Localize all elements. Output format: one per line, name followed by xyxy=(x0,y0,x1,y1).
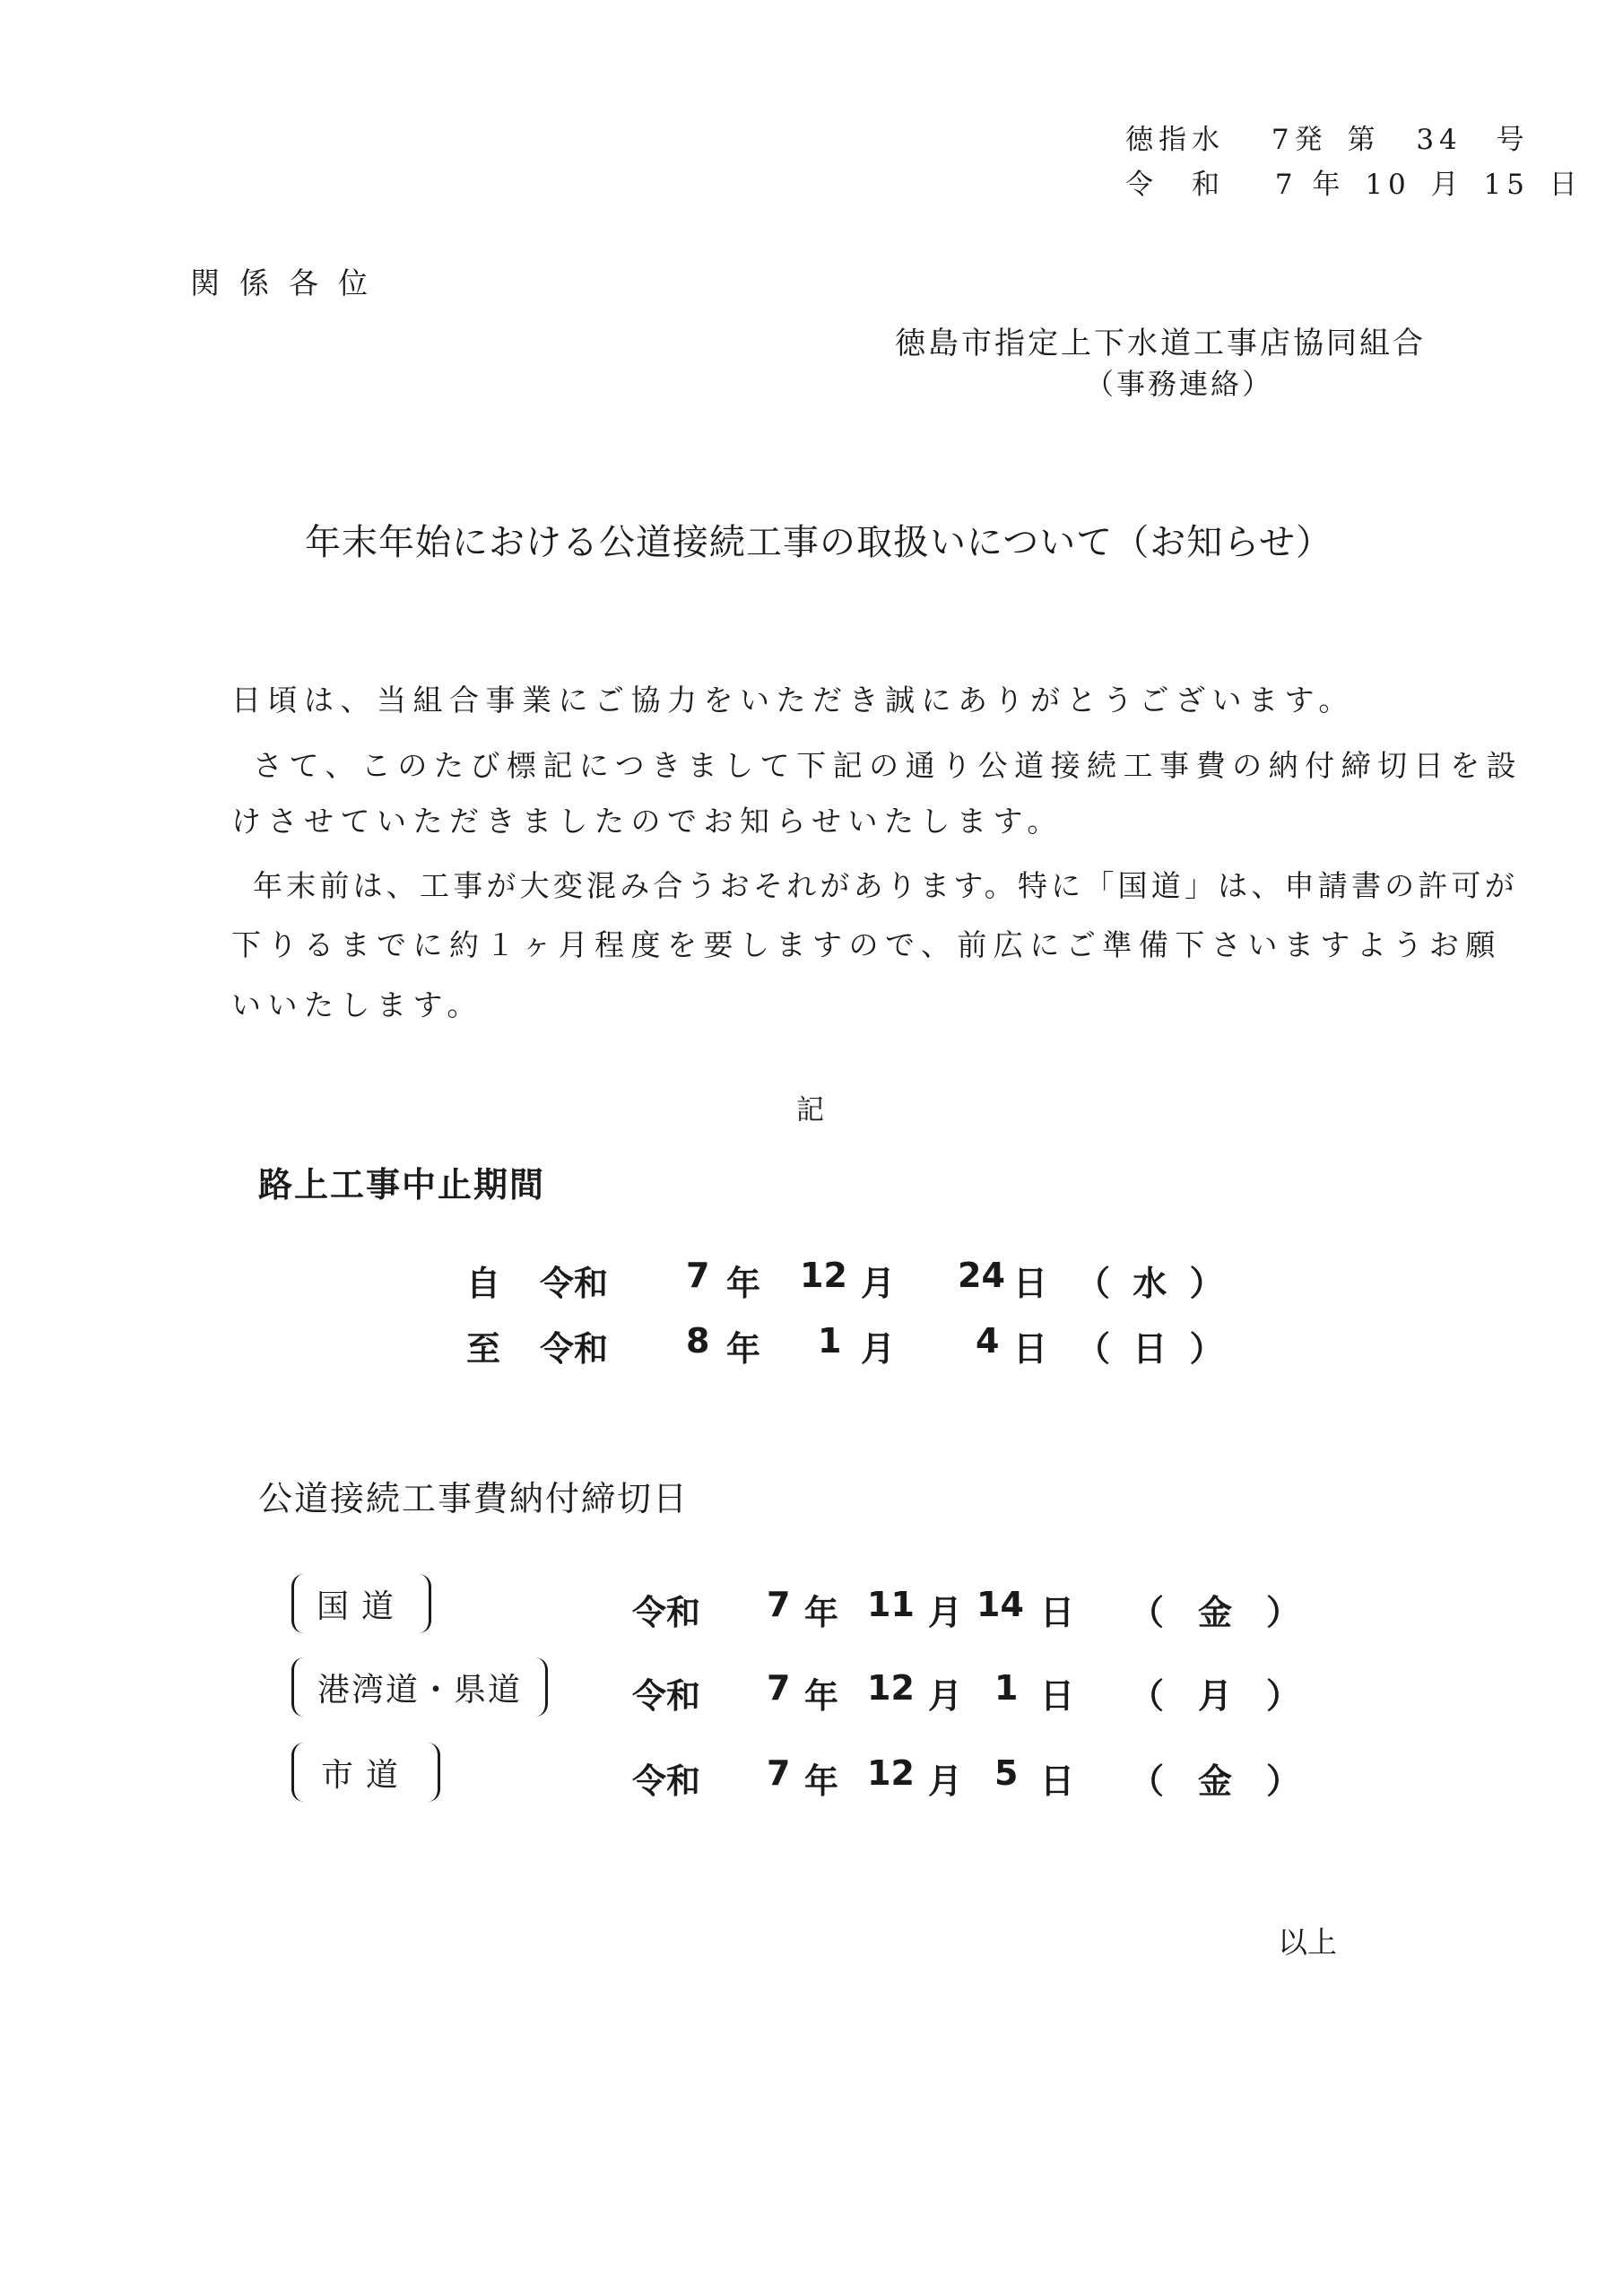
ki-marker: 記 xyxy=(796,1094,824,1126)
deadline-month: 11 xyxy=(867,1585,915,1624)
date-month: 10 xyxy=(1365,169,1411,201)
period-year: 7 xyxy=(686,1256,710,1295)
period-day: 4 xyxy=(976,1321,1000,1361)
body-line-2: さて、このたび標記につきまして下記の通り公道接続工事費の納付締切日を設 xyxy=(253,748,1523,783)
ref-dai: 第 xyxy=(1347,124,1381,156)
period-era: 令和 xyxy=(540,1264,609,1303)
period-day: 24 xyxy=(958,1256,1005,1295)
deadline-day: 1 xyxy=(994,1668,1019,1708)
date-nen: 年 xyxy=(1312,169,1346,201)
deadline-nen: 年 xyxy=(804,1761,839,1801)
deadline-tsuki: 月 xyxy=(928,1593,963,1632)
body-line-6: いいたします。 xyxy=(231,987,483,1022)
body-line-5: 下りるまでに約１ヶ月程度を要しますので、前広にご準備下さいますようお願 xyxy=(231,927,1502,962)
period-month: 1 xyxy=(818,1321,842,1361)
body-line-4: 年末前は、工事が大変混み合うおそれがあります。特に「国道」は、申請書の許可が xyxy=(253,868,1518,903)
period-tsuki: 月 xyxy=(861,1329,896,1369)
date-hi: 日 xyxy=(1549,169,1583,201)
deadline-weekday: （ 金 ） xyxy=(1130,1593,1301,1632)
issue-date xyxy=(1125,161,1583,202)
addressee: 関係各位 xyxy=(190,265,387,300)
ref-prefix: 徳指水 xyxy=(1125,124,1225,156)
period-nen: 年 xyxy=(726,1329,761,1369)
road-label-city: 市道 xyxy=(291,1743,440,1802)
period-hi: 日 xyxy=(1013,1329,1048,1369)
deadline-year: 7 xyxy=(767,1753,791,1793)
sender-note: （事務連絡） xyxy=(1085,367,1274,401)
deadline-nen: 年 xyxy=(804,1593,839,1632)
ref-no: 34 xyxy=(1416,124,1462,156)
deadline-day: 14 xyxy=(976,1585,1024,1624)
deadline-year: 7 xyxy=(767,1585,791,1624)
road-label-port-prefectural: 港湾道・県道 xyxy=(291,1657,548,1717)
deadline-heading: 公道接続工事費納付締切日 xyxy=(258,1479,690,1518)
period-label: 自 xyxy=(466,1264,501,1303)
date-tsuki: 月 xyxy=(1430,169,1464,201)
ref-go: 号 xyxy=(1496,124,1530,156)
period-nen: 年 xyxy=(726,1264,761,1303)
deadline-era: 令和 xyxy=(632,1761,701,1801)
deadline-nen: 年 xyxy=(804,1676,839,1716)
body-line-3: けさせていただきましたのでお知らせいたします。 xyxy=(231,804,1063,839)
deadline-month: 12 xyxy=(867,1753,915,1793)
period-tsuki: 月 xyxy=(861,1264,896,1303)
deadline-month: 12 xyxy=(867,1668,915,1708)
deadline-tsuki: 月 xyxy=(928,1676,963,1716)
ref-num: 7発 xyxy=(1271,124,1328,156)
deadline-weekday: （ 金 ） xyxy=(1130,1761,1301,1801)
period-era: 令和 xyxy=(540,1329,609,1369)
period-year: 8 xyxy=(686,1321,710,1361)
period-hi: 日 xyxy=(1013,1264,1048,1303)
period-label: 至 xyxy=(466,1329,501,1369)
deadline-era: 令和 xyxy=(632,1676,701,1716)
sender-org: 徳島市指定上下水道工事店協同組合 xyxy=(895,326,1426,361)
deadline-day: 5 xyxy=(994,1753,1019,1793)
deadline-weekday: （ 月 ） xyxy=(1130,1676,1301,1716)
period-weekday: （ 日 ） xyxy=(1076,1329,1229,1369)
reference-number xyxy=(1125,117,1530,157)
deadline-year: 7 xyxy=(767,1668,791,1708)
deadline-tsuki: 月 xyxy=(928,1761,963,1801)
period-weekday: （ 水 ） xyxy=(1076,1264,1229,1303)
deadline-hi: 日 xyxy=(1040,1676,1075,1716)
date-day: 15 xyxy=(1483,169,1530,201)
closing-mark: 以上 xyxy=(1278,1925,1337,1960)
page-title: 年末年始における公道接続工事の取扱いについて（お知らせ） xyxy=(305,522,1332,563)
road-label-national: 国道 xyxy=(291,1574,431,1633)
date-year: 7 xyxy=(1274,169,1298,201)
date-era: 令 和 xyxy=(1125,169,1225,201)
deadline-era: 令和 xyxy=(632,1593,701,1632)
period-month: 12 xyxy=(800,1256,847,1295)
deadline-hi: 日 xyxy=(1040,1593,1075,1632)
deadline-hi: 日 xyxy=(1040,1761,1075,1801)
suspension-heading: 路上工事中止期間 xyxy=(258,1165,546,1205)
body-line-1: 日頃は、当組合事業にご協力をいただき誠にありがとうございます。 xyxy=(231,683,1355,718)
